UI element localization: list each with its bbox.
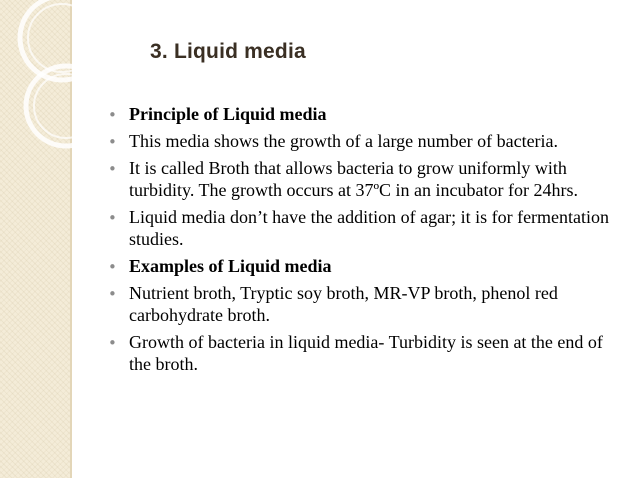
bullet-item-broth bbox=[108, 157, 628, 201]
bullet-dot-icon: • bbox=[108, 258, 117, 276]
bullet-list bbox=[108, 103, 628, 380]
bullet-dot-icon: • bbox=[108, 106, 117, 124]
slide-title: 3. Liquid media bbox=[150, 40, 306, 63]
bullet-text: Examples of Liquid media bbox=[129, 256, 332, 276]
bullet-item-principle-heading bbox=[108, 103, 628, 125]
bullet-text: Principle of Liquid media bbox=[129, 104, 327, 124]
bullet-text: This media shows the growth of a large number of bacteria. bbox=[129, 131, 559, 151]
bullet-dot-icon: • bbox=[108, 285, 117, 303]
bullet-item-growth bbox=[108, 130, 628, 152]
bullet-item-examples bbox=[108, 282, 628, 326]
bullet-dot-icon: • bbox=[108, 209, 117, 227]
bullet-item-agar bbox=[108, 206, 628, 250]
bullet-text: Nutrient broth, Tryptic soy broth, MR-VP broth, phenol red carbohydrate broth. bbox=[129, 283, 558, 325]
bullet-item-examples-heading bbox=[108, 255, 628, 277]
bullet-text: Liquid media don’t have the addition of agar; it is for fermentation studies. bbox=[129, 207, 610, 249]
bullet-dot-icon: • bbox=[108, 334, 117, 352]
bullet-text: Growth of bacteria in liquid media- Turbidity is seen at the end of the broth. bbox=[129, 332, 603, 374]
bullet-text: It is called Broth that allows bacteria to grow uniformly with turbidity. The growth occurs at 37ºC in an incubator for 24hrs. bbox=[129, 158, 578, 200]
bullet-dot-icon: • bbox=[108, 133, 117, 151]
bullet-item-turbidity bbox=[108, 331, 628, 375]
bullet-dot-icon: • bbox=[108, 160, 117, 178]
